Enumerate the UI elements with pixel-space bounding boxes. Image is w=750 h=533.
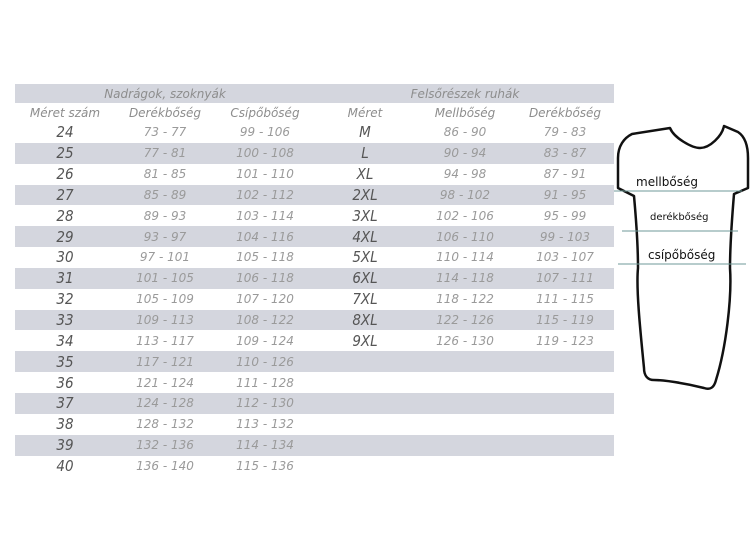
pants-waist-cell: 81 - 85 (143, 167, 187, 182)
table-row (15, 435, 614, 456)
top-waist-cell: 91 - 95 (543, 187, 587, 202)
top-waist-cell: 103 - 107 (536, 250, 594, 265)
tops-group-title: Felsőrészek ruhák (410, 86, 520, 101)
table-row (15, 310, 614, 331)
top-size-cell: 3XL (352, 206, 378, 225)
pants-size-cell: 35 (56, 352, 74, 371)
pants-size-cell: 32 (56, 290, 74, 309)
pants-hip-cell: 110 - 126 (236, 354, 294, 369)
column-header-row (15, 103, 614, 122)
pants-size-cell: 31 (56, 269, 74, 288)
pants-hip-cell: 106 - 118 (236, 271, 294, 286)
col-header-hip: Csípőbőség (230, 105, 300, 120)
pants-hip-cell: 100 - 108 (236, 146, 294, 161)
top-chest-cell: 122 - 126 (436, 313, 494, 328)
top-chest-cell: 90 - 94 (443, 146, 487, 161)
pants-group-title: Nadrágok, szoknyák (104, 86, 226, 101)
pants-hip-cell: 101 - 110 (236, 167, 294, 182)
body-measurement-figure (614, 118, 750, 408)
dress-outline-icon (614, 118, 750, 408)
top-size-cell: M (359, 123, 371, 142)
table-row (15, 456, 614, 477)
waist-label: derékbőség (650, 212, 709, 223)
table-row (15, 289, 614, 310)
top-chest-cell: 94 - 98 (443, 167, 487, 182)
group-title-row (15, 84, 614, 103)
top-size-cell: 8XL (352, 311, 378, 330)
pants-waist-cell: 77 - 81 (143, 146, 187, 161)
col-header-size-number: Méret szám (29, 105, 101, 120)
table-row (15, 414, 614, 435)
size-table (15, 84, 614, 476)
pants-size-cell: 27 (56, 185, 74, 204)
top-size-cell: 9XL (352, 331, 378, 350)
top-chest-cell: 106 - 110 (436, 229, 494, 244)
table-row (15, 164, 614, 185)
pants-hip-cell: 114 - 134 (236, 438, 294, 453)
top-chest-cell: 114 - 118 (436, 271, 494, 286)
pants-hip-cell: 102 - 112 (236, 187, 294, 202)
pants-hip-cell: 109 - 124 (236, 333, 294, 348)
table-row (15, 372, 614, 393)
table-row (15, 205, 614, 226)
top-waist-cell: 115 - 119 (536, 313, 594, 328)
pants-waist-cell: 109 - 113 (136, 313, 194, 328)
pants-size-cell: 36 (56, 373, 74, 392)
table-row (15, 122, 614, 143)
table-row (15, 330, 614, 351)
hip-label: csípőbőség (648, 248, 716, 262)
pants-waist-cell: 73 - 77 (143, 125, 187, 140)
pants-waist-cell: 117 - 121 (136, 354, 194, 369)
pants-hip-cell: 115 - 136 (236, 458, 294, 473)
pants-size-cell: 34 (56, 331, 74, 350)
pants-waist-cell: 121 - 124 (136, 375, 194, 390)
pants-size-cell: 38 (56, 415, 74, 434)
pants-size-cell: 29 (56, 227, 74, 246)
top-waist-cell: 107 - 111 (536, 271, 594, 286)
top-waist-cell: 95 - 99 (543, 208, 587, 223)
top-size-cell: 4XL (352, 227, 378, 246)
table-row (15, 143, 614, 164)
pants-size-cell: 24 (56, 123, 74, 142)
col-header-size: Méret (347, 105, 383, 120)
pants-hip-cell: 113 - 132 (236, 417, 294, 432)
pants-size-cell: 37 (56, 394, 74, 413)
pants-waist-cell: 85 - 89 (143, 187, 187, 202)
pants-hip-cell: 108 - 122 (236, 313, 294, 328)
col-header-waist: Derékbőség (128, 105, 202, 120)
col-header-chest: Mellbőség (434, 105, 496, 120)
top-size-cell: 6XL (352, 269, 378, 288)
top-waist-cell: 111 - 115 (536, 292, 594, 307)
top-size-cell: L (361, 144, 369, 163)
pants-waist-cell: 101 - 105 (136, 271, 194, 286)
pants-waist-cell: 128 - 132 (136, 417, 194, 432)
pants-waist-cell: 113 - 117 (136, 333, 194, 348)
top-waist-cell: 87 - 91 (543, 167, 587, 182)
table-row (15, 268, 614, 289)
top-chest-cell: 102 - 106 (436, 208, 494, 223)
pants-hip-cell: 104 - 116 (236, 229, 294, 244)
pants-waist-cell: 89 - 93 (143, 208, 187, 223)
top-size-cell: 7XL (352, 290, 378, 309)
pants-hip-cell: 99 - 106 (239, 125, 291, 140)
pants-hip-cell: 103 - 114 (236, 208, 294, 223)
pants-waist-cell: 132 - 136 (136, 438, 194, 453)
pants-waist-cell: 97 - 101 (139, 250, 191, 265)
top-chest-cell: 110 - 114 (436, 250, 494, 265)
top-chest-cell: 126 - 130 (436, 333, 494, 348)
top-chest-cell: 118 - 122 (436, 292, 494, 307)
top-waist-cell: 79 - 83 (543, 125, 587, 140)
pants-size-cell: 30 (56, 248, 74, 267)
table-row (15, 247, 614, 268)
table-row (15, 185, 614, 206)
pants-size-cell: 26 (56, 165, 74, 184)
pants-waist-cell: 93 - 97 (143, 229, 187, 244)
table-row (15, 393, 614, 414)
top-waist-cell: 119 - 123 (536, 333, 594, 348)
pants-hip-cell: 112 - 130 (236, 396, 294, 411)
top-size-cell: 2XL (352, 185, 378, 204)
pants-size-cell: 25 (56, 144, 74, 163)
pants-hip-cell: 111 - 128 (236, 375, 294, 390)
pants-waist-cell: 105 - 109 (136, 292, 194, 307)
pants-size-cell: 39 (56, 436, 74, 455)
pants-waist-cell: 124 - 128 (136, 396, 194, 411)
table-row (15, 351, 614, 372)
pants-hip-cell: 105 - 118 (236, 250, 294, 265)
pants-size-cell: 28 (56, 206, 74, 225)
top-size-cell: 5XL (352, 248, 378, 267)
top-chest-cell: 98 - 102 (439, 187, 491, 202)
chest-label: mellbőség (636, 175, 698, 189)
top-chest-cell: 86 - 90 (443, 125, 487, 140)
pants-waist-cell: 136 - 140 (136, 458, 194, 473)
pants-hip-cell: 107 - 120 (236, 292, 294, 307)
top-waist-cell: 99 - 103 (539, 229, 591, 244)
table-row (15, 226, 614, 247)
pants-size-cell: 33 (56, 311, 74, 330)
top-waist-cell: 83 - 87 (543, 146, 587, 161)
pants-size-cell: 40 (56, 456, 74, 475)
top-size-cell: XL (356, 165, 374, 184)
col-header-top-waist: Derékbőség (528, 105, 602, 120)
